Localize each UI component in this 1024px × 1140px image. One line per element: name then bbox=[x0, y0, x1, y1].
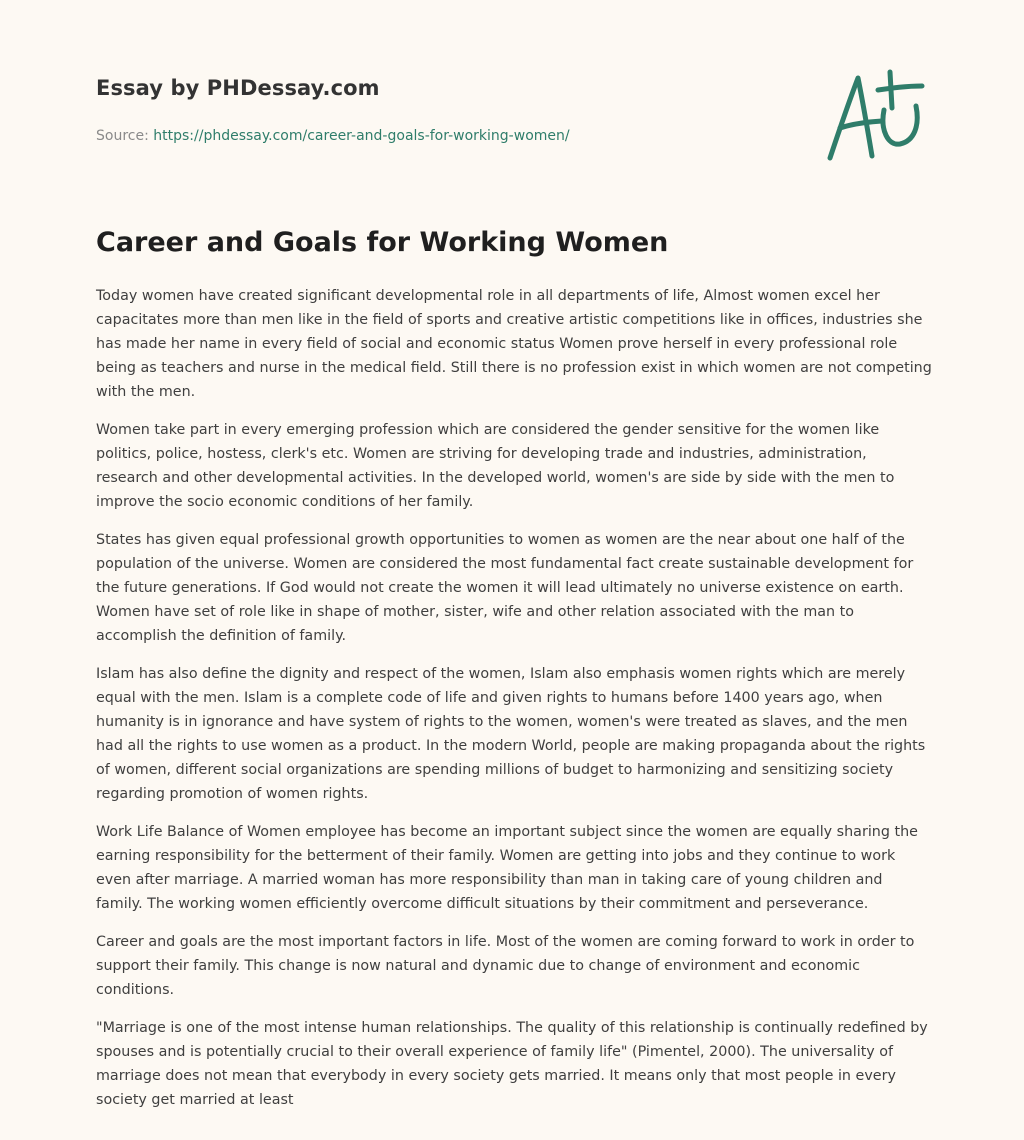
source-label: Source: bbox=[96, 128, 149, 144]
essay-paragraph: Women take part in every emerging profession which are considered the gender sensitive for the women like politics, police, hostess, clerk's etc. Women are striving for developing trade and industries, administration, research and other developmental activities. In the developed world, women's are side by side with the men to improve the socio economic conditions of her family. bbox=[96, 422, 895, 510]
essay-body bbox=[96, 284, 932, 1126]
essay-paragraph: "Marriage is one of the most intense human relationships. The quality of this relationship is continually redefined by spouses and is potentially crucial to their overall experience of family life" (Pimentel, 2000). The universality of marriage does not mean that everybody in every society gets married. It means only that most people in every society get married at least bbox=[96, 1020, 928, 1108]
a-plus-logo-icon bbox=[822, 68, 928, 164]
source-line bbox=[96, 128, 796, 144]
essay-paragraph: Work Life Balance of Women employee has become an important subject since the women are equally sharing the earning responsibility for the betterment of their family. Women are getting into jobs and they continue to work even after marriage. A married woman has more responsibility than man in taking care of young children and family. The working women efficiently overcome difficult situations by their commitment and perseverance. bbox=[96, 824, 918, 912]
page-header bbox=[96, 76, 796, 144]
essay-paragraph: States has given equal professional growth opportunities to women as women are the near about one half of the population of the universe. Women are considered the most fundamental fact create sustainable development for the future generations. If God would not create the women it will lead ultimately no universe existence on earth. Women have set of role like in shape of mother, sister, wife and other relation associated with the man to accomplish the definition of family. bbox=[96, 532, 914, 644]
site-title: Essay by PHDessay.com bbox=[96, 76, 380, 100]
essay-title: Career and Goals for Working Women bbox=[96, 227, 669, 258]
essay-paragraph: Islam has also define the dignity and respect of the women, Islam also emphasis women rights which are merely equal with the men. Islam is a complete code of life and given rights to humans before 1400 years ago, when humanity is in ignorance and have system of rights to the women, women's were treated as slaves, and the men had all the rights to use women as a product. In the modern World, people are making propaganda about the rights of women, different social organizations are spending millions of budget to harmonizing and sensitizing society regarding promotion of women rights. bbox=[96, 666, 926, 802]
source-link[interactable]: https://phdessay.com/career-and-goals-for-working-women/ bbox=[153, 128, 570, 144]
essay-paragraph: Career and goals are the most important factors in life. Most of the women are coming forward to work in order to support their family. This change is now natural and dynamic due to change of environment and economic conditions. bbox=[96, 934, 915, 998]
essay-paragraph: Today women have created significant developmental role in all departments of life, Almost women excel her capacitates more than men like in the field of sports and creative artistic competitions like in offices, industries she has made her name in every field of social and economic status Women prove herself in every professional role being as teachers and nurse in the medical field. Still there is no profession exist in which women are not competing with the men. bbox=[96, 288, 932, 400]
